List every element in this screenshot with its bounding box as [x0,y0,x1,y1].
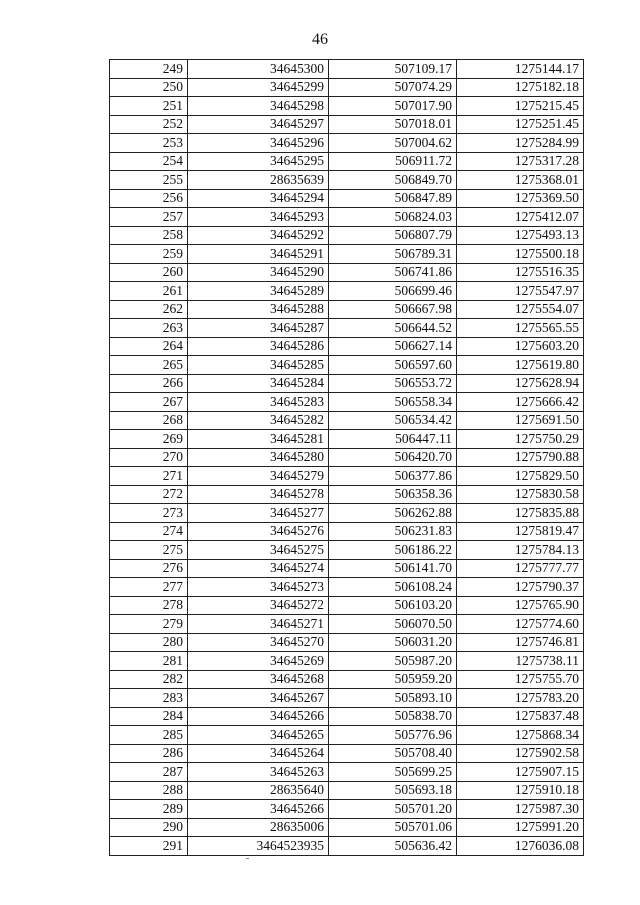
table-row [110,374,584,393]
point-number-cell: 277 [110,578,188,597]
point-number-cell: 254 [110,152,188,171]
point-id-cell: 34645279 [188,467,329,486]
y-coordinate-cell: 1275902.58 [457,744,584,763]
point-number-cell: 275 [110,541,188,560]
x-coordinate-cell: 506699.46 [329,282,457,301]
table-row [110,97,584,116]
y-coordinate-cell: 1275603.20 [457,337,584,356]
point-id-cell: 34645271 [188,615,329,634]
table-row [110,541,584,560]
table-row [110,282,584,301]
point-id-cell: 34645266 [188,800,329,819]
coordinates-table [109,59,584,856]
y-coordinate-cell: 1275774.60 [457,615,584,634]
table-row [110,559,584,578]
x-coordinate-cell: 505701.20 [329,800,457,819]
y-coordinate-cell: 1275790.37 [457,578,584,597]
table-row [110,263,584,282]
y-coordinate-cell: 1275910.18 [457,781,584,800]
table-row [110,393,584,412]
y-coordinate-cell: 1275907.15 [457,763,584,782]
point-id-cell: 34645278 [188,485,329,504]
point-number-cell: 278 [110,596,188,615]
y-coordinate-cell: 1275819.47 [457,522,584,541]
y-coordinate-cell: 1275493.13 [457,226,584,245]
point-id-cell: 34645298 [188,97,329,116]
point-id-cell: 34645289 [188,282,329,301]
y-coordinate-cell: 1275830.58 [457,485,584,504]
point-id-cell: 34645284 [188,374,329,393]
table-row [110,522,584,541]
table-row [110,319,584,338]
point-number-cell: 268 [110,411,188,430]
x-coordinate-cell: 506420.70 [329,448,457,467]
table-row [110,504,584,523]
y-coordinate-cell: 1275182.18 [457,78,584,97]
table-row [110,615,584,634]
point-id-cell: 34645291 [188,245,329,264]
y-coordinate-cell: 1275500.18 [457,245,584,264]
x-coordinate-cell: 506553.72 [329,374,457,393]
point-number-cell: 260 [110,263,188,282]
coordinates-table-body [110,60,584,856]
y-coordinate-cell: 1275784.13 [457,541,584,560]
point-id-cell: 34645275 [188,541,329,560]
x-coordinate-cell: 506644.52 [329,319,457,338]
x-coordinate-cell: 507018.01 [329,115,457,134]
point-id-cell: 34645263 [188,763,329,782]
y-coordinate-cell: 1276036.08 [457,837,584,856]
point-id-cell: 34645282 [188,411,329,430]
y-coordinate-cell: 1275547.97 [457,282,584,301]
table-row [110,208,584,227]
point-id-cell: 34645276 [188,522,329,541]
table-row [110,78,584,97]
point-number-cell: 257 [110,208,188,227]
y-coordinate-cell: 1275783.20 [457,689,584,708]
point-id-cell: 34645266 [188,707,329,726]
point-number-cell: 289 [110,800,188,819]
point-number-cell: 263 [110,319,188,338]
x-coordinate-cell: 506141.70 [329,559,457,578]
x-coordinate-cell: 506911.72 [329,152,457,171]
x-coordinate-cell: 505987.20 [329,652,457,671]
x-coordinate-cell: 506847.89 [329,189,457,208]
point-number-cell: 279 [110,615,188,634]
y-coordinate-cell: 1275755.70 [457,670,584,689]
page-number: 46 [312,31,328,48]
y-coordinate-cell: 1275738.11 [457,652,584,671]
x-coordinate-cell: 506741.86 [329,263,457,282]
table-row [110,578,584,597]
point-number-cell: 288 [110,781,188,800]
table-row [110,411,584,430]
x-coordinate-cell: 507004.62 [329,134,457,153]
y-coordinate-cell: 1275565.55 [457,319,584,338]
x-coordinate-cell: 505838.70 [329,707,457,726]
point-number-cell: 286 [110,744,188,763]
point-id-cell: 34645264 [188,744,329,763]
point-id-cell: 34645267 [188,689,329,708]
scan-speck [246,858,249,859]
table-row [110,800,584,819]
x-coordinate-cell: 507074.29 [329,78,457,97]
x-coordinate-cell: 506377.86 [329,467,457,486]
table-row [110,670,584,689]
y-coordinate-cell: 1275829.50 [457,467,584,486]
table-row [110,763,584,782]
x-coordinate-cell: 506103.20 [329,596,457,615]
point-id-cell: 34645273 [188,578,329,597]
table-row [110,337,584,356]
x-coordinate-cell: 505636.42 [329,837,457,856]
point-id-cell: 34645290 [188,263,329,282]
table-row [110,652,584,671]
table-row [110,448,584,467]
table-row [110,356,584,375]
y-coordinate-cell: 1275516.35 [457,263,584,282]
table-row [110,430,584,449]
point-number-cell: 285 [110,726,188,745]
point-number-cell: 253 [110,134,188,153]
point-number-cell: 258 [110,226,188,245]
x-coordinate-cell: 505693.18 [329,781,457,800]
x-coordinate-cell: 506807.79 [329,226,457,245]
point-number-cell: 255 [110,171,188,190]
table-row [110,60,584,79]
point-id-cell: 34645294 [188,189,329,208]
y-coordinate-cell: 1275144.17 [457,60,584,79]
point-number-cell: 274 [110,522,188,541]
point-id-cell: 34645277 [188,504,329,523]
point-id-cell: 34645287 [188,319,329,338]
table-row [110,744,584,763]
point-number-cell: 283 [110,689,188,708]
y-coordinate-cell: 1275628.94 [457,374,584,393]
point-id-cell: 34645286 [188,337,329,356]
table-row [110,689,584,708]
point-id-cell: 34645288 [188,300,329,319]
x-coordinate-cell: 506558.34 [329,393,457,412]
point-number-cell: 282 [110,670,188,689]
point-number-cell: 287 [110,763,188,782]
point-id-cell: 34645296 [188,134,329,153]
y-coordinate-cell: 1275777.77 [457,559,584,578]
point-number-cell: 267 [110,393,188,412]
y-coordinate-cell: 1275746.81 [457,633,584,652]
point-number-cell: 270 [110,448,188,467]
point-number-cell: 265 [110,356,188,375]
point-id-cell: 34645285 [188,356,329,375]
x-coordinate-cell: 507109.17 [329,60,457,79]
x-coordinate-cell: 505893.10 [329,689,457,708]
y-coordinate-cell: 1275215.45 [457,97,584,116]
point-number-cell: 284 [110,707,188,726]
point-id-cell: 34645299 [188,78,329,97]
point-id-cell: 34645265 [188,726,329,745]
point-id-cell: 34645283 [188,393,329,412]
point-number-cell: 290 [110,818,188,837]
x-coordinate-cell: 506031.20 [329,633,457,652]
table-row [110,726,584,745]
point-number-cell: 259 [110,245,188,264]
table-row [110,189,584,208]
table-row [110,633,584,652]
table-row [110,245,584,264]
point-number-cell: 262 [110,300,188,319]
table-row [110,781,584,800]
point-number-cell: 250 [110,78,188,97]
x-coordinate-cell: 507017.90 [329,97,457,116]
y-coordinate-cell: 1275554.07 [457,300,584,319]
point-id-cell: 34645295 [188,152,329,171]
point-number-cell: 291 [110,837,188,856]
point-id-cell: 34645292 [188,226,329,245]
x-coordinate-cell: 505959.20 [329,670,457,689]
y-coordinate-cell: 1275368.01 [457,171,584,190]
point-number-cell: 251 [110,97,188,116]
table-row [110,300,584,319]
x-coordinate-cell: 506231.83 [329,522,457,541]
point-number-cell: 272 [110,485,188,504]
y-coordinate-cell: 1275369.50 [457,189,584,208]
x-coordinate-cell: 506534.42 [329,411,457,430]
point-id-cell: 28635639 [188,171,329,190]
point-id-cell: 34645297 [188,115,329,134]
point-id-cell: 34645293 [188,208,329,227]
x-coordinate-cell: 506824.03 [329,208,457,227]
point-number-cell: 276 [110,559,188,578]
y-coordinate-cell: 1275317.28 [457,152,584,171]
x-coordinate-cell: 506070.50 [329,615,457,634]
point-number-cell: 281 [110,652,188,671]
y-coordinate-cell: 1275868.34 [457,726,584,745]
y-coordinate-cell: 1275691.50 [457,411,584,430]
point-id-cell: 34645272 [188,596,329,615]
table-row [110,485,584,504]
y-coordinate-cell: 1275991.20 [457,818,584,837]
point-id-cell: 34645280 [188,448,329,467]
x-coordinate-cell: 506186.22 [329,541,457,560]
table-row [110,837,584,856]
point-id-cell: 34645300 [188,60,329,79]
x-coordinate-cell: 506789.31 [329,245,457,264]
table-row [110,152,584,171]
y-coordinate-cell: 1275750.29 [457,430,584,449]
table-row [110,115,584,134]
y-coordinate-cell: 1275987.30 [457,800,584,819]
y-coordinate-cell: 1275251.45 [457,115,584,134]
table-row [110,707,584,726]
table-row [110,134,584,153]
y-coordinate-cell: 1275790.88 [457,448,584,467]
point-number-cell: 249 [110,60,188,79]
y-coordinate-cell: 1275284.99 [457,134,584,153]
point-number-cell: 252 [110,115,188,134]
x-coordinate-cell: 505701.06 [329,818,457,837]
y-coordinate-cell: 1275412.07 [457,208,584,227]
y-coordinate-cell: 1275835.88 [457,504,584,523]
point-number-cell: 256 [110,189,188,208]
point-number-cell: 264 [110,337,188,356]
x-coordinate-cell: 506597.60 [329,356,457,375]
point-number-cell: 280 [110,633,188,652]
point-id-cell: 34645270 [188,633,329,652]
y-coordinate-cell: 1275666.42 [457,393,584,412]
y-coordinate-cell: 1275619.80 [457,356,584,375]
x-coordinate-cell: 506358.36 [329,485,457,504]
x-coordinate-cell: 505776.96 [329,726,457,745]
x-coordinate-cell: 505708.40 [329,744,457,763]
x-coordinate-cell: 506627.14 [329,337,457,356]
x-coordinate-cell: 505699.25 [329,763,457,782]
x-coordinate-cell: 506667.98 [329,300,457,319]
y-coordinate-cell: 1275837.48 [457,707,584,726]
point-id-cell: 34645268 [188,670,329,689]
x-coordinate-cell: 506849.70 [329,171,457,190]
point-number-cell: 269 [110,430,188,449]
x-coordinate-cell: 506262.88 [329,504,457,523]
point-id-cell: 34645274 [188,559,329,578]
point-number-cell: 266 [110,374,188,393]
table-row [110,171,584,190]
point-id-cell: 3464523935 [188,837,329,856]
table-row [110,467,584,486]
y-coordinate-cell: 1275765.90 [457,596,584,615]
point-number-cell: 261 [110,282,188,301]
table-row [110,226,584,245]
point-id-cell: 34645281 [188,430,329,449]
point-id-cell: 34645269 [188,652,329,671]
table-row [110,596,584,615]
point-id-cell: 28635640 [188,781,329,800]
point-number-cell: 273 [110,504,188,523]
x-coordinate-cell: 506108.24 [329,578,457,597]
point-id-cell: 28635006 [188,818,329,837]
point-number-cell: 271 [110,467,188,486]
table-row [110,818,584,837]
x-coordinate-cell: 506447.11 [329,430,457,449]
